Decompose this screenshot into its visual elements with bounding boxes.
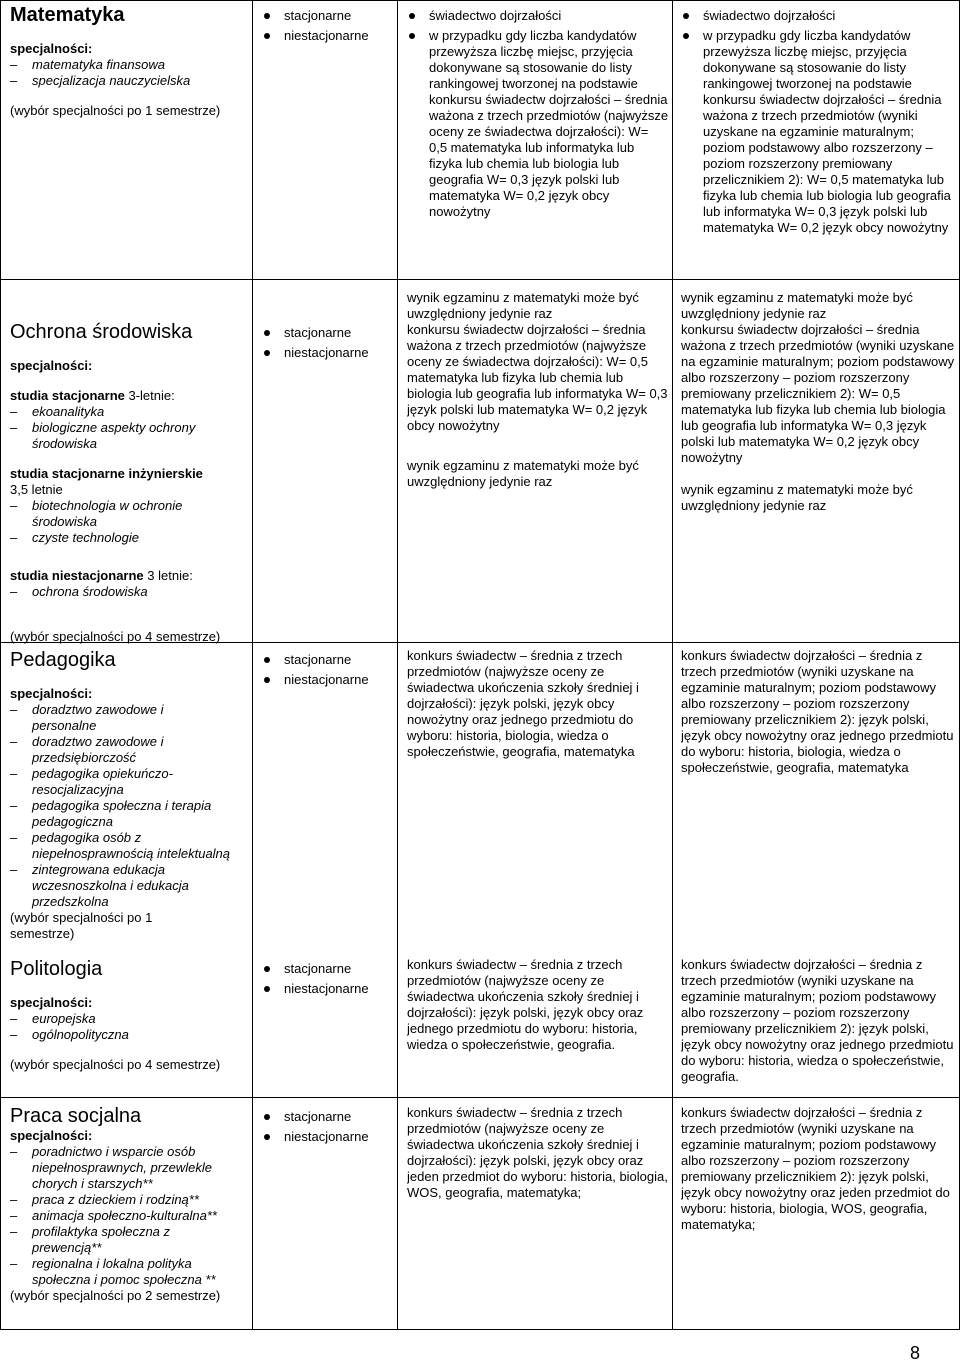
- admission-criteria-new-matura-cell: [681, 8, 957, 236]
- study-group-heading: [10, 568, 248, 584]
- admission-criteria-new-matura-cell: [681, 957, 957, 1085]
- field-name: Politologia: [10, 958, 103, 980]
- criteria-text: konkurs świadectw – średnia z trzech przedmiotów (najwyższe oceny ze świadectwa ukończenia szkoły średniej i dojrzałości): język polski, język obcy oraz jeden przedmiot do wyboru: historia, biologia, WOS, geografia, matematyka;: [407, 1105, 668, 1200]
- specialization-note: (wybór specjalności po 2 semestrze): [10, 1288, 221, 1303]
- table-border-left: [0, 0, 1, 1330]
- row-separator: [0, 279, 960, 280]
- specialization-item: – poradnictwo i wsparcie osób niepełnosprawnych, przewlekle chorych i starszych**: [10, 1144, 232, 1192]
- criteria-note: wynik egzaminu z matematyki może być uwzględniony jedynie raz: [681, 482, 913, 513]
- study-modes-cell: [262, 961, 394, 997]
- field-of-study-cell: [10, 3, 248, 119]
- criteria-text: konkurs świadectw – średnia z trzech przedmiotów (najwyższe oceny ze świadectwa ukończenia szkoły średniej i dojrzałości): język polski, język obcy nowożytny oraz jednego przedmiotu do wyboru: historia, biologia, wiedza o społeczeństwie, geografia, matematyka: [407, 648, 639, 759]
- study-group-title: studia stacjonarne: [10, 388, 125, 403]
- study-mode-item: niestacjonarne: [262, 1129, 394, 1145]
- admission-criteria-cell: [407, 8, 669, 220]
- criteria-item: w przypadku gdy liczba kandydatów przewyższa liczbę miejsc, przyjęcia dokonywane są stosowanie do listy rankingowej tworzonej na podstawie konkursu świadectw dojrzałości – średnia ważona z trzech przedmiotów (najwyższe oceny ze świadectwa dojrzałości): W= 0,5 matematyka lub informatyka lub fizyka lub chemia lub biologia lub geografia W= 0,3 język polski lub matematyka W= 0,2 język obcy nowożytny: [407, 28, 669, 220]
- admission-criteria-cell: [407, 957, 669, 1053]
- field-name: Ochrona środowiska: [10, 321, 193, 343]
- column-separator: [672, 0, 673, 1330]
- criteria-note: wynik egzaminu z matematyki może być uwzględniony jedynie raz: [407, 458, 639, 489]
- specializations-label: specjalności:: [10, 1128, 93, 1143]
- study-group-title: studia niestacjonarne: [10, 568, 144, 583]
- study-group-duration: 3,5 letnie: [10, 482, 63, 497]
- specialization-item: – doradztwo zawodowe i przedsiębiorczość: [10, 734, 232, 766]
- specialization-item: – regionalna i lokalna polityka społeczna i pomoc społeczna **: [10, 1256, 248, 1288]
- specialization-item: – praca z dzieckiem i rodziną**: [10, 1192, 248, 1208]
- criteria-text: konkursu świadectw dojrzałości – średnia ważona z trzech przedmiotów (wyniki uzyskane na egzaminie maturalnym; poziom podstawowy albo rozszerzony – poziom rozszerzony premiowany przelicznikiem 2): W= 0,5 matematyka lub fizyka lub chemia lub biologia lub geografia lub informatyka W= 0,3 język polski lub matematyka W= 0,2 język obcy nowożytny: [681, 322, 955, 465]
- specializations-label: specjalności:: [10, 686, 93, 701]
- study-mode-item: niestacjonarne: [262, 981, 394, 997]
- specialization-item: – biologiczne aspekty ochrony środowiska: [10, 420, 248, 452]
- criteria-item: świadectwo dojrzałości: [681, 8, 957, 24]
- study-group-heading: [10, 388, 248, 404]
- study-modes-cell: [262, 325, 394, 361]
- study-mode-item: stacjonarne: [262, 325, 394, 341]
- field-of-study-cell: [10, 1104, 248, 1304]
- specialization-note-cell: [10, 629, 248, 645]
- column-separator: [252, 0, 253, 1330]
- specializations-label: specjalności:: [10, 995, 93, 1010]
- field-of-study-cell: [10, 648, 248, 942]
- criteria-text: konkurs świadectw dojrzałości – średnia z trzech przedmiotów (wyniki uzyskane na egzaminie maturalnym; poziom podstawowy albo rozszerzony – poziom rozszerzony premiowany przelicznikiem 2): język polski, język obcy nowożytny oraz jednego przedmiotu do wyboru: historia, biologia, wiedza o społeczeństwie, geografia, matematyka: [681, 648, 954, 775]
- specialization-item: – czyste technologie: [10, 530, 248, 546]
- specialization-item: – doradztwo zawodowe i personalne: [10, 702, 212, 734]
- criteria-text: konkurs świadectw dojrzałości – średnia z trzech przedmiotów (wyniki uzyskane na egzaminie maturalnym; poziom podstawowy albo rozszerzony – poziom rozszerzony premiowany przelicznikiem 2): język polski, język obcy nowożytny oraz jednego przedmiotu do wyboru: historia, wiedza o społeczeństwie, geografia.: [681, 957, 954, 1084]
- criteria-text: konkurs świadectw – średnia z trzech przedmiotów (najwyższe oceny ze świadectwa ukończenia szkoły średniej i dojrzałości): język polski, język obcy oraz jednego przedmiotu do wyboru: historia, wiedza o społeczeństwie, geografia.: [407, 957, 644, 1052]
- specialization-item: – zintegrowana edukacja wczesnoszkolna i edukacja przedszkolna: [10, 862, 232, 910]
- field-name: Pedagogika: [10, 649, 116, 671]
- specialization-item: – matematyka finansowa: [10, 57, 248, 73]
- study-modes-cell: [262, 652, 394, 688]
- page-number: 8: [910, 1343, 921, 1363]
- specialization-item: – pedagogika społeczna i terapia pedagogiczna: [10, 798, 242, 830]
- row-separator: [0, 1097, 960, 1098]
- field-name: Praca socjalna: [10, 1105, 142, 1127]
- study-mode-item: niestacjonarne: [262, 345, 394, 361]
- study-modes-cell: [262, 8, 394, 44]
- study-mode-item: stacjonarne: [262, 8, 394, 24]
- specialization-note: (wybór specjalności po 4 semestrze): [10, 629, 221, 644]
- admission-criteria-new-matura-cell: [681, 290, 957, 514]
- specialization-item: – specjalizacja nauczycielska: [10, 73, 248, 89]
- specialization-item: – biotechnologia w ochronie środowiska: [10, 498, 248, 530]
- specialization-note: (wybór specjalności po 1 semestrze): [10, 910, 153, 941]
- study-group-suffix: 3 letnie:: [143, 568, 193, 583]
- field-name: Matematyka: [10, 4, 125, 26]
- specialization-item: – animacja społeczno-kulturalna**: [10, 1208, 248, 1224]
- admission-criteria-cell: [407, 1105, 669, 1201]
- study-mode-item: niestacjonarne: [262, 28, 394, 44]
- criteria-item: świadectwo dojrzałości: [407, 8, 669, 24]
- criteria-text: konkurs świadectw dojrzałości – średnia z trzech przedmiotów (wyniki uzyskane na egzaminie maturalnym; poziom podstawowy albo rozszerzony – poziom rozszerzony premiowany przelicznikiem 2): język polski, język obcy nowożytny oraz jeden przedmiot do wyboru: historia, biologia, WOS, geografia, matematyka;: [681, 1105, 950, 1232]
- specialization-item: – ochrona środowiska: [10, 584, 248, 600]
- specialization-item: – profilaktyka społeczna z prewencją**: [10, 1224, 237, 1256]
- specialization-note: (wybór specjalności po 1 semestrze): [10, 103, 221, 118]
- table-border-top: [0, 0, 960, 1]
- specialization-item: – pedagogika osób z niepełnosprawnością intelektualną: [10, 830, 232, 862]
- study-mode-item: niestacjonarne: [262, 672, 394, 688]
- specialization-item: – ekoanalityka: [10, 404, 248, 420]
- criteria-note: wynik egzaminu z matematyki może być uwzględniony jedynie raz: [681, 290, 913, 321]
- specialization-item: – europejska: [10, 1011, 248, 1027]
- specializations-label: specjalności:: [10, 358, 93, 373]
- specialization-note: (wybór specjalności po 4 semestrze): [10, 1057, 221, 1072]
- specializations-label: specjalności:: [10, 41, 93, 56]
- criteria-text: konkursu świadectw dojrzałości – średnia ważona z trzech przedmiotów (najwyższe oceny ze świadectwa dojrzałości): W= 0,5 matematyka lub fizyka lub chemia lub biologia lub geografia lub informatyka W= 0,3 język polski lub matematyka W= 0,2 język obcy nowożytny: [407, 322, 668, 433]
- admission-criteria-new-matura-cell: [681, 648, 957, 776]
- specialization-item: – pedagogika opiekuńczo-resocjalizacyjna: [10, 766, 232, 798]
- criteria-item: w przypadku gdy liczba kandydatów przewyższa liczbę miejsc, przyjęcia dokonywane są stosowanie do listy rankingowej tworzonej na podstawie konkursu świadectw dojrzałości – średnia ważona z trzech przedmiotów (wyniki uzyskane na egzaminie maturalnym; poziom podstawowy albo rozszerzony – poziom rozszerzony premiowany przelicznikiem 2): W= 0,5 matematyka lub fizyka lub chemia lub biologia lub geografia lub informatyka W= 0,3 język polski lub matematyka W= 0,2 język obcy nowożytny: [681, 28, 957, 236]
- criteria-note: wynik egzaminu z matematyki może być uwzględniony jedynie raz: [407, 290, 639, 321]
- column-separator: [397, 0, 398, 1330]
- field-of-study-cell: [10, 957, 248, 1073]
- study-mode-item: stacjonarne: [262, 652, 394, 668]
- field-of-study-cell: [10, 320, 248, 600]
- study-group-suffix: 3-letnie:: [124, 388, 175, 403]
- admission-criteria-cell: [407, 290, 669, 490]
- specialization-item: – ogólnopolityczna: [10, 1027, 248, 1043]
- study-modes-cell: [262, 1109, 394, 1145]
- admission-criteria-cell: [407, 648, 669, 760]
- table-border-bottom: [0, 1329, 960, 1330]
- admission-criteria-new-matura-cell: [681, 1105, 957, 1233]
- study-mode-item: stacjonarne: [262, 1109, 394, 1125]
- study-mode-item: stacjonarne: [262, 961, 394, 977]
- study-group-title: studia stacjonarne inżynierskie: [10, 466, 203, 481]
